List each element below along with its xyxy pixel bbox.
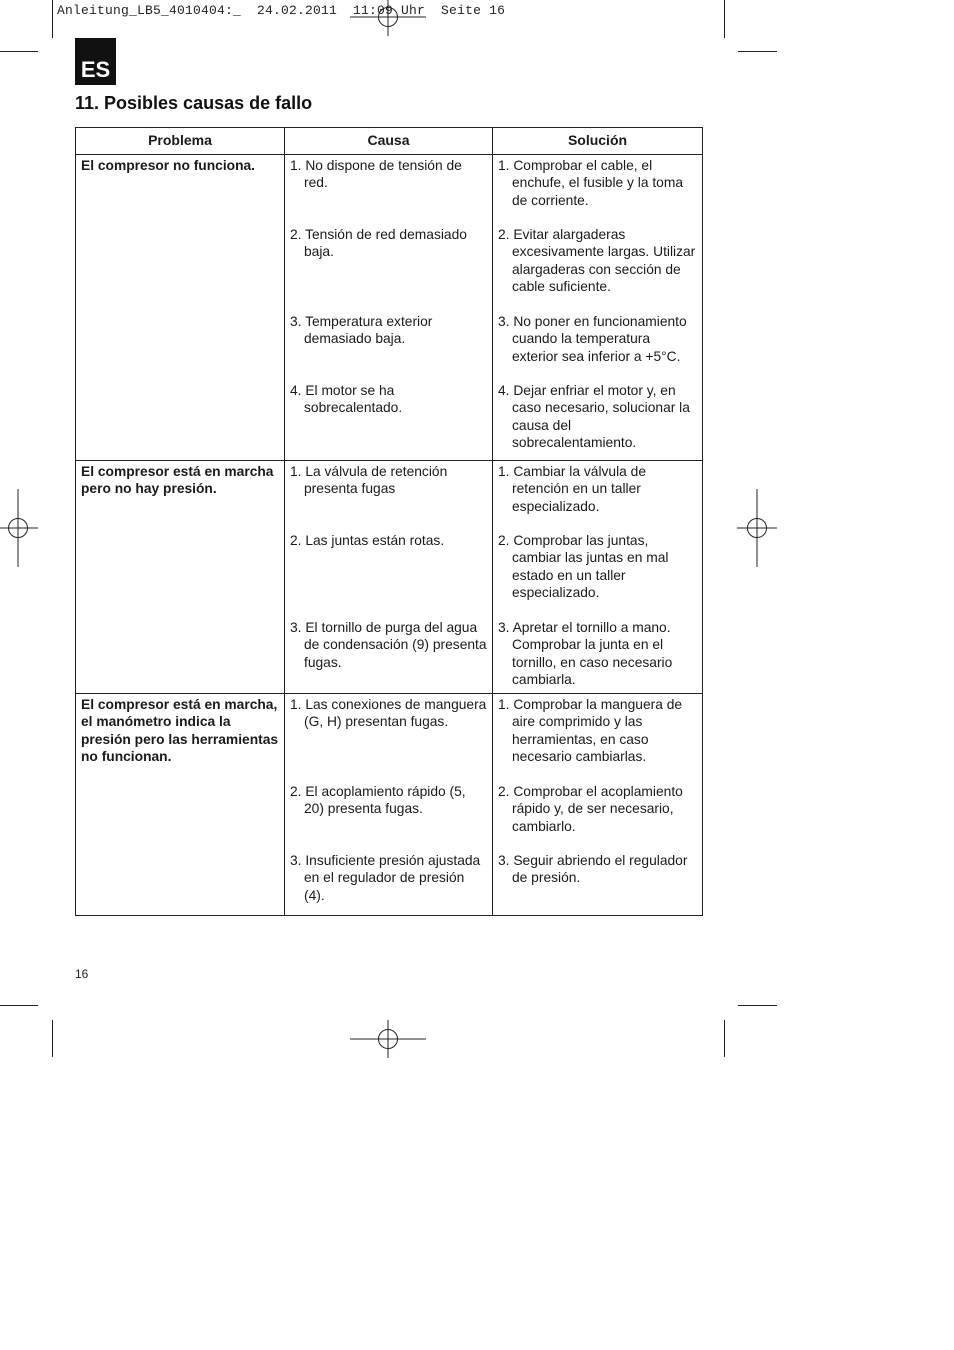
cause-item: 1. No dispone de tensión de red.: [290, 158, 462, 191]
cause-item: 3. Insuficiente presión ajustada en el regulador de presión (4).: [290, 853, 481, 903]
problem-cell: El compresor está en marcha pero no hay presión.: [76, 461, 285, 694]
crop-mark: [738, 1005, 777, 1006]
page-number: 16: [75, 967, 89, 981]
cause-item: 2. El acoplamiento rápido (5, 20) presenta fugas.: [290, 784, 466, 817]
cause-cell: [285, 461, 493, 694]
solution-cell: [493, 155, 703, 461]
crop-mark: [724, 0, 725, 38]
crop-mark: [0, 1005, 38, 1006]
solution-item: 1. Comprobar la manguera de aire comprimido y las herramientas, en caso necesario cambiarlas.: [498, 697, 683, 764]
crop-mark: [724, 1020, 725, 1057]
solution-item: 2. Comprobar las juntas, cambiar las juntas en mal estado en un taller especializado.: [498, 533, 669, 600]
crop-mark: [738, 51, 777, 52]
cause-item: 3. Temperatura exterior demasiado baja.: [290, 314, 433, 347]
registration-mark-icon: [348, 1020, 428, 1060]
cause-item: 3. El tornillo de purga del agua de condensación (9) presenta fugas.: [290, 620, 487, 670]
solution-item: 3. No poner en funcionamiento cuando la temperatura exterior sea inferior a +5°C.: [498, 314, 687, 364]
solution-cell: [493, 694, 703, 916]
solution-cell: [493, 461, 703, 694]
table-header-row: [76, 128, 703, 155]
table-row: [76, 461, 703, 694]
column-header-solution: Solución: [493, 128, 703, 155]
solution-item: 2. Evitar alargaderas excesivamente largas. Utilizar alargaderas con sección de cable suficiente.: [498, 227, 696, 294]
solution-item: 4. Dejar enfriar el motor y, en caso necesario, solucionar la causa del sobrecalentamiento.: [498, 383, 690, 450]
crop-mark: [0, 51, 38, 52]
problem-cell: El compresor está en marcha, el manómetro indica la presión pero las herramientas no funcionan.: [76, 694, 285, 916]
table-row: [76, 155, 703, 461]
registration-mark-icon: [348, 0, 428, 40]
cause-item: 2. Las juntas están rotas.: [290, 533, 445, 548]
cause-item: 1. Las conexiones de manguera (G, H) presentan fugas.: [290, 697, 487, 730]
registration-mark-icon: [0, 489, 40, 569]
solution-item: 3. Apretar el tornillo a mano. Comprobar la junta en el tornillo, en caso necesario cambiarla.: [498, 620, 673, 687]
column-header-cause: Causa: [285, 128, 493, 155]
solution-item: 1. Cambiar la válvula de retención en un taller especializado.: [498, 464, 647, 514]
section-title: 11. Posibles causas de fallo: [75, 93, 313, 113]
cause-item: 4. El motor se ha sobrecalentado.: [290, 383, 403, 416]
problem-cell: El compresor no funciona.: [76, 155, 285, 461]
solution-item: 1. Comprobar el cable, el enchufe, el fusible y la toma de corriente.: [498, 158, 684, 208]
column-header-problem: Problema: [76, 128, 285, 155]
cause-item: 2. Tensión de red demasiado baja.: [290, 227, 467, 260]
troubleshooting-table: [75, 127, 703, 916]
cause-cell: [285, 155, 493, 461]
crop-mark: [52, 1020, 53, 1057]
solution-item: 3. Seguir abriendo el regulador de presión.: [498, 853, 688, 886]
crop-mark: [52, 0, 53, 38]
cause-cell: [285, 694, 493, 916]
solution-item: 2. Comprobar el acoplamiento rápido y, de ser necesario, cambiarlo.: [498, 784, 683, 834]
table-row: [76, 694, 703, 916]
language-badge: ES: [75, 38, 116, 85]
print-header: Anleitung_LB5_4010404:_ 24.02.2011 11:09 Uhr Seite 16: [57, 3, 506, 18]
registration-mark-icon: [737, 489, 777, 569]
cause-item: 1. La válvula de retención presenta fugas: [290, 464, 448, 497]
